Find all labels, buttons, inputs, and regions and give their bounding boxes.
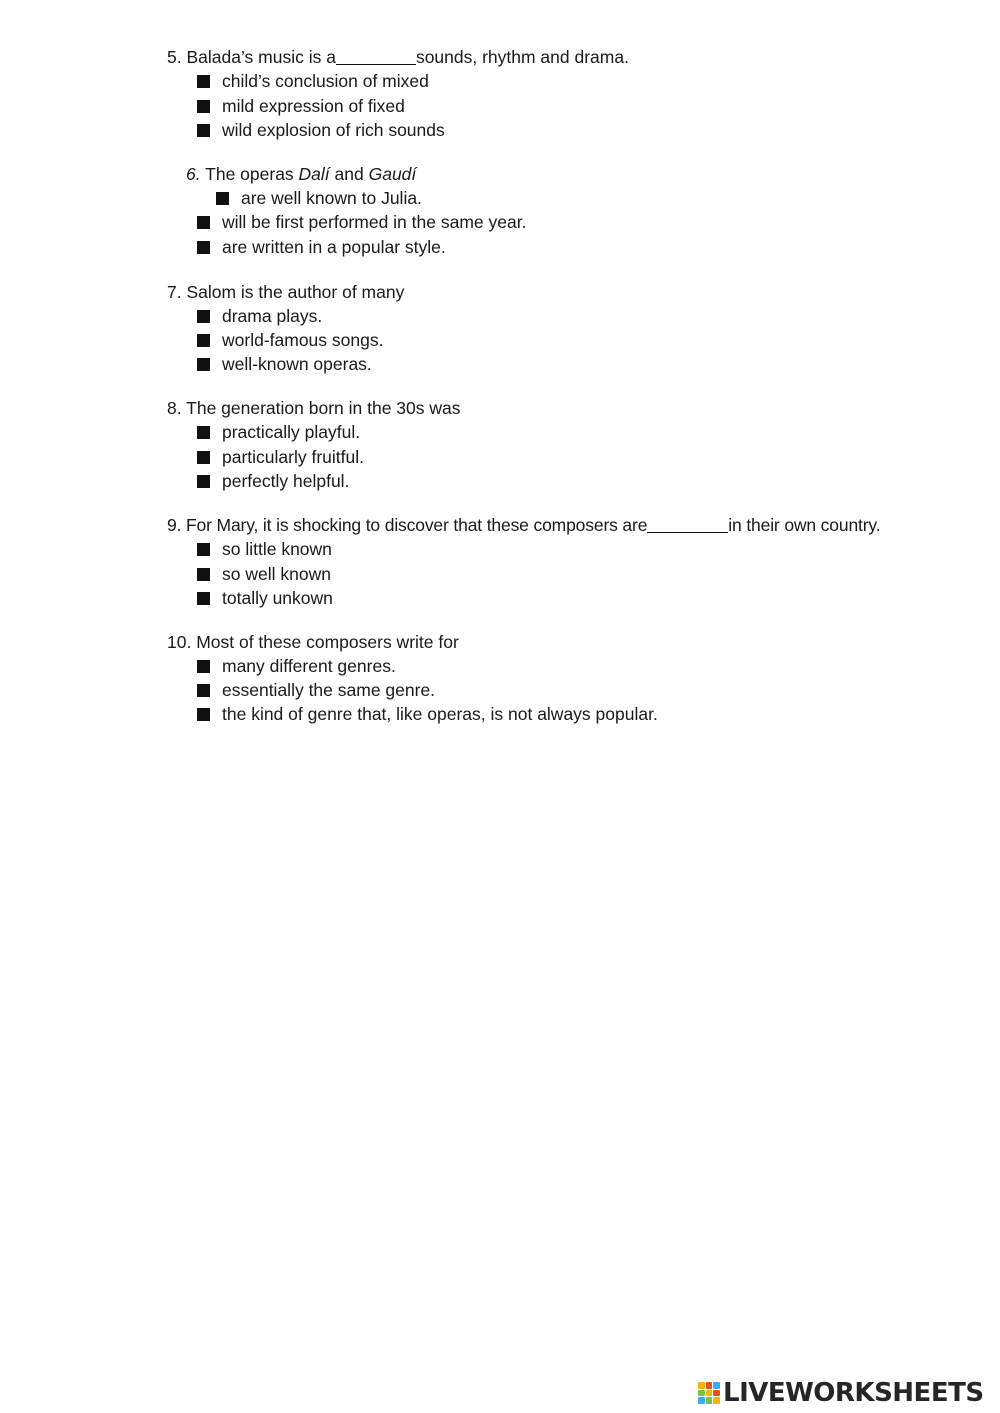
- checkbox-icon[interactable]: [197, 684, 210, 697]
- checkbox-icon[interactable]: [197, 100, 210, 113]
- question-5-option-3[interactable]: [197, 120, 445, 140]
- question-9-stem-end: in their own country.: [728, 515, 881, 535]
- question-7-option-1[interactable]: [197, 306, 322, 326]
- checkbox-icon[interactable]: [216, 192, 229, 205]
- logo-text: LIVEWORKSHEETS: [723, 1378, 984, 1408]
- checkbox-icon[interactable]: [197, 708, 210, 721]
- question-10-option-1[interactable]: [197, 656, 396, 676]
- option-label: so well known: [222, 564, 331, 584]
- question-5-blank[interactable]: [336, 48, 416, 65]
- question-8-option-3[interactable]: [197, 471, 349, 491]
- option-label: essentially the same genre.: [222, 680, 436, 700]
- logo-tile: [698, 1382, 705, 1389]
- option-label: drama plays.: [222, 306, 323, 326]
- option-label: particularly fruitful.: [222, 447, 364, 467]
- question-9-stem-start: 9. For Mary, it is shocking to discover that these composers are: [167, 515, 648, 535]
- question-8-stem: 8. The generation born in the 30s was: [167, 398, 461, 418]
- question-6-title-gaudi: Gaudí: [368, 164, 417, 184]
- liveworksheets-logo: [698, 1378, 984, 1408]
- question-7-stem: 7. Salom is the author of many: [167, 282, 405, 302]
- logo-tile: [713, 1390, 720, 1397]
- question-7-option-2[interactable]: [197, 330, 383, 350]
- option-label: wild explosion of rich sounds: [222, 120, 445, 140]
- checkbox-icon[interactable]: [197, 475, 210, 488]
- option-label: mild expression of fixed: [222, 96, 405, 116]
- option-label: are written in a popular style.: [222, 237, 446, 257]
- checkbox-icon[interactable]: [197, 543, 210, 556]
- option-label: totally unkown: [222, 588, 333, 608]
- question-5-stem-start: 5. Balada’s music is a: [167, 47, 336, 67]
- question-6-option-3[interactable]: [197, 237, 446, 257]
- question-10-option-3[interactable]: [197, 704, 658, 724]
- option-label: so little known: [222, 539, 332, 559]
- question-6-number: 6.: [186, 164, 201, 184]
- option-label: many different genres.: [222, 656, 396, 676]
- checkbox-icon[interactable]: [197, 592, 210, 605]
- option-label: world-famous songs.: [222, 330, 384, 350]
- checkbox-icon[interactable]: [197, 216, 210, 229]
- checkbox-icon[interactable]: [197, 451, 210, 464]
- option-label: the kind of genre that, like operas, is not always popular.: [222, 704, 658, 724]
- question-6-text: and: [329, 164, 369, 184]
- option-label: child’s conclusion of mixed: [222, 71, 429, 91]
- question-9-blank[interactable]: [647, 516, 728, 533]
- question-10-option-2[interactable]: [197, 680, 435, 700]
- logo-tile: [706, 1382, 713, 1389]
- question-5-option-1[interactable]: [197, 71, 429, 91]
- liveworksheets-grid-icon: [698, 1382, 720, 1404]
- checkbox-icon[interactable]: [197, 241, 210, 254]
- question-6-option-2[interactable]: [197, 212, 526, 232]
- checkbox-icon[interactable]: [197, 426, 210, 439]
- option-label: well-known operas.: [222, 354, 372, 374]
- option-label: practically playful.: [222, 422, 361, 442]
- question-5-option-2[interactable]: [197, 96, 405, 116]
- logo-tile: [713, 1382, 720, 1389]
- checkbox-icon[interactable]: [197, 75, 210, 88]
- question-9-option-1[interactable]: [197, 539, 332, 559]
- question-9-option-3[interactable]: [197, 588, 333, 608]
- checkbox-icon[interactable]: [197, 358, 210, 371]
- question-6-text: The operas: [200, 164, 299, 184]
- checkbox-icon[interactable]: [197, 310, 210, 323]
- question-7-option-3[interactable]: [197, 354, 372, 374]
- question-6-option-1[interactable]: [216, 188, 422, 208]
- logo-tile: [706, 1390, 713, 1397]
- question-8-option-2[interactable]: [197, 447, 364, 467]
- option-label: perfectly helpful.: [222, 471, 350, 491]
- question-5-stem-end: sounds, rhythm and drama.: [415, 47, 629, 67]
- checkbox-icon[interactable]: [197, 568, 210, 581]
- question-6-title-dali: Dalí: [298, 164, 330, 184]
- checkbox-icon[interactable]: [197, 124, 210, 137]
- logo-tile: [698, 1397, 705, 1404]
- option-label: are well known to Julia.: [241, 188, 422, 208]
- logo-tile: [713, 1397, 720, 1404]
- question-9-stem: [167, 515, 880, 535]
- question-8-option-1[interactable]: [197, 422, 360, 442]
- option-label: will be first performed in the same year.: [222, 212, 527, 232]
- checkbox-icon[interactable]: [197, 660, 210, 673]
- checkbox-icon[interactable]: [197, 334, 210, 347]
- question-10-stem: 10. Most of these composers write for: [167, 632, 459, 652]
- logo-tile: [706, 1397, 713, 1404]
- question-6-stem: [186, 164, 416, 184]
- question-5-stem: [167, 47, 629, 67]
- logo-tile: [698, 1390, 705, 1397]
- question-9-option-2[interactable]: [197, 564, 331, 584]
